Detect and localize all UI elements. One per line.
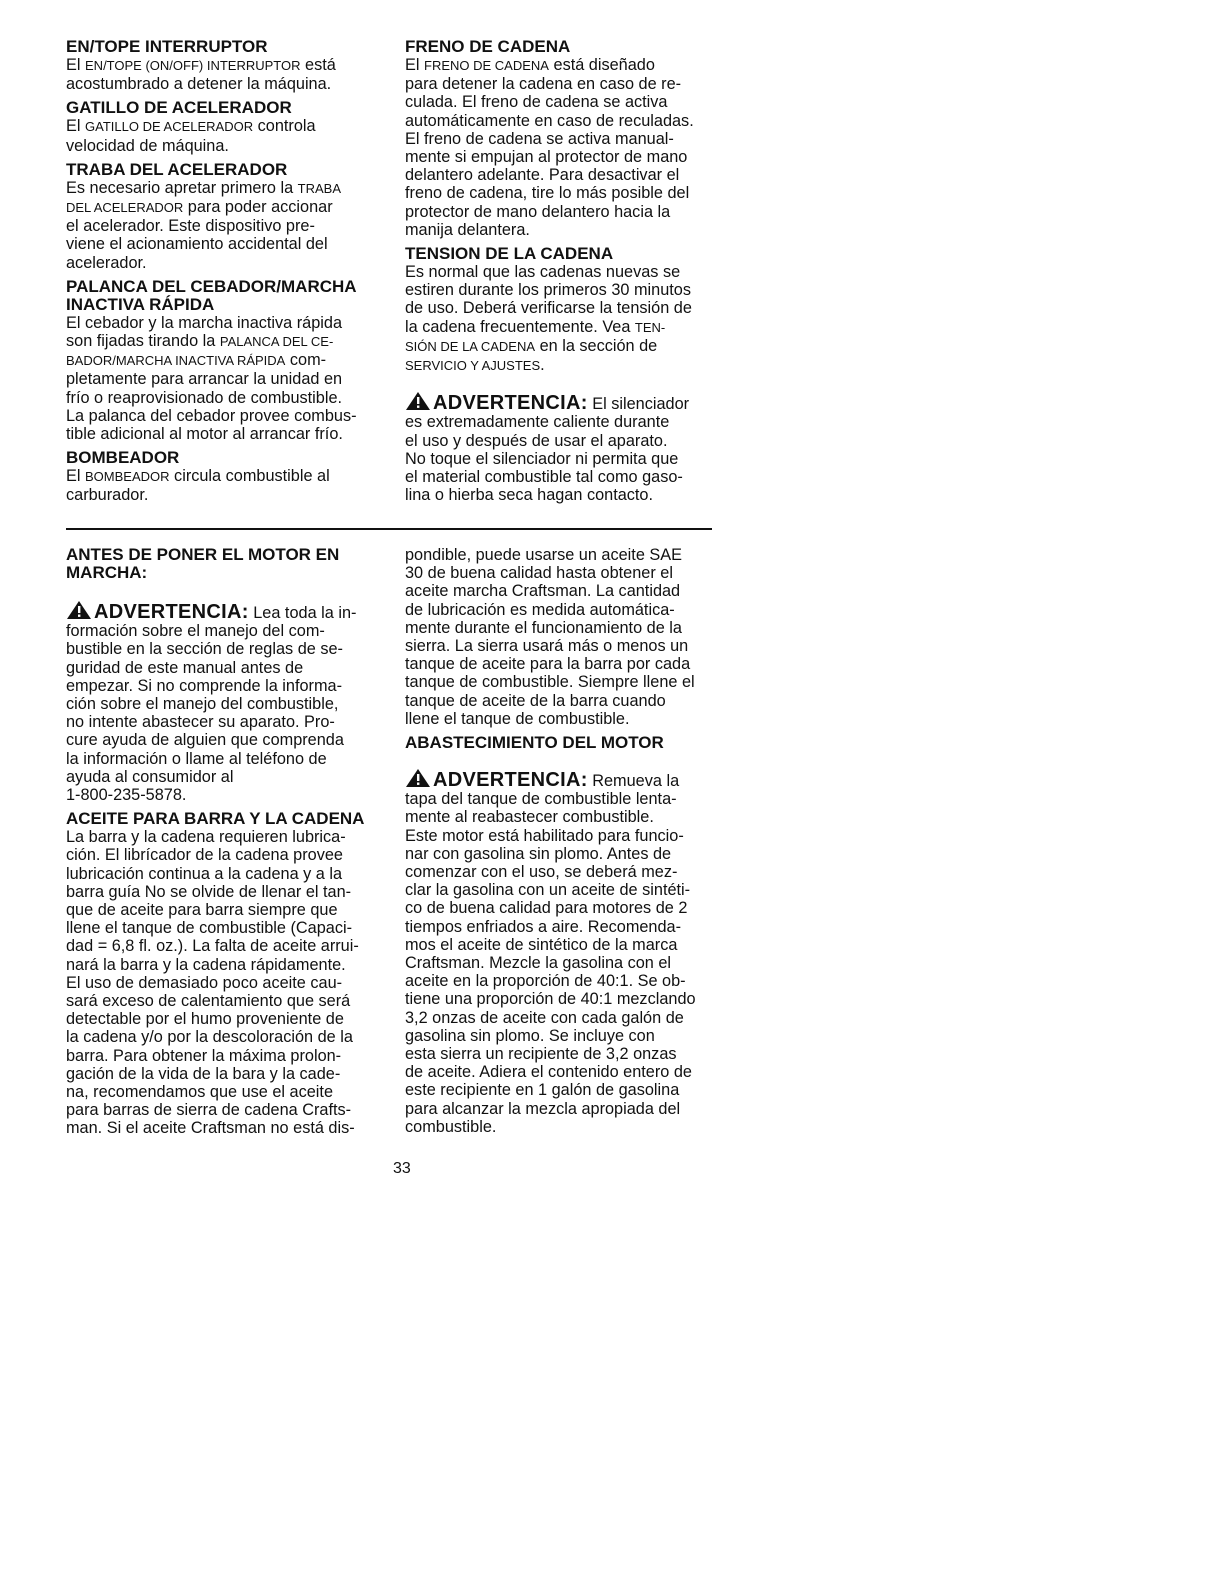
small-caps-term: BOMBEADOR [85, 469, 170, 485]
warning-triangle-icon [405, 391, 431, 411]
text-run: El cebador y la marcha inactiva rápida son fijadas tirando la [66, 313, 343, 351]
warning-label: ADVERTENCIA: [94, 601, 249, 623]
traba-title: TRABA DEL ACELERADOR [66, 159, 288, 179]
small-caps-term: GATILLO DE ACELERADOR [85, 119, 254, 135]
gatillo-text [66, 117, 386, 154]
gatillo-title: GATILLO DE ACELERADOR [66, 98, 292, 118]
aceite-continued-text: pondible, puede usarse un aceite SAE 30 de buena calidad hasta obtener el aceite marcha Craftsman. La cantidad de lubricación es medida automática- mente durante el funcionamiento de la sierra. La sierra usará más o menos un tanque de aceite para la barra por cada tanque de combustible. Siempre llene el tanque de aceite de la barra cuando llene el tanque de combustible. [405, 546, 695, 728]
text-run: El [66, 467, 86, 486]
antes-title: ANTES DE PONER EL MOTOR EN MARCHA: [66, 545, 340, 582]
page-number: 33 [393, 1160, 411, 1177]
text-run: El [66, 117, 86, 136]
tension-title: TENSION DE LA CADENA [405, 244, 614, 264]
text-run: com- pletamente para arrancar la unidad en frío o reaprovisionado de combustible. La palanca del cebador provee combus- tible adicional al motor al arrancar frío. [66, 351, 357, 444]
small-caps-term: FRENO DE CADENA [424, 58, 549, 73]
abastecimiento-title: ABASTECIMIENTO DEL MOTOR [405, 733, 664, 753]
text-run: El [405, 56, 425, 74]
bombeador-text [66, 467, 386, 504]
palanca-text [66, 314, 386, 443]
text-run: en la sección de [539, 336, 658, 355]
warning-triangle-icon [66, 600, 92, 620]
warning-text: El silenciador es extremadamente caliente durante el uso y después de usar el aparato. No toque el silenciador ni permita que el material combustible tal como gaso- lina o hierba seca hagan contacto. [405, 395, 690, 505]
text-run: Es necesario apretar primero la [66, 178, 298, 197]
palanca-title: PALANCA DEL CEBADOR/MARCHA INACTIVA RÁPIDA [66, 276, 357, 314]
freno-text [405, 56, 725, 239]
top-right-column [405, 38, 725, 504]
top-left-column [66, 38, 386, 505]
freno-title: FRENO DE CADENA [405, 37, 571, 56]
small-caps-term: TEN- SIÓN DE LA CADENA [405, 319, 666, 354]
aceite-title: ACEITE PARA BARRA Y LA CADENA [66, 809, 365, 829]
entope-title: EN/TOPE INTERRUPTOR [66, 37, 268, 56]
bottom-right-column [405, 546, 725, 1136]
entope-text [66, 56, 386, 93]
fuel-info-warning [66, 600, 386, 804]
small-caps-term: PALANCA DEL CE- BADOR/MARCHA INACTIVA RÁPIDA [66, 334, 334, 369]
fueling-warning [405, 768, 725, 1136]
aceite-text: La barra y la cadena requieren lubrica- ción. El librícador de la cadena provee lubricación continua a la cadena y a la barra guía No se olvide de llenar el tan- que de aceite para barra siempre que llene el tanque de combustible (Capaci- dad = 6,8 fl. oz.). La falta de aceite arrui- nará la barra y la cadena rápidamente. El uso de demasiado poco aceite cau- sará exceso de calentamiento que será detectable por el humo proveniente de la cadena y/o por la descoloración de la barra. Para obtener la máxima prolon- gación de la vida de la bara y la cade- na, recomendamos que use el aceite para barras de sierra de cadena Crafts- man. Si el aceite Craftsman no está dis- [66, 828, 359, 1138]
text-run: está acostumbrado a detener la máquina. [66, 56, 336, 94]
warning-triangle-icon [405, 768, 431, 788]
text-run: El [66, 56, 86, 74]
small-caps-term: EN/TOPE (ON/OFF) INTERRUPTOR [85, 58, 301, 73]
warning-label: ADVERTENCIA: [433, 392, 588, 415]
text-run: circula combustible al carburador. [66, 467, 330, 505]
text-run: está diseñado para detener la cadena en caso de re- culada. El freno de cadena se activa automáticamente en caso de reculadas. El freno de cadena se activa manual- mente si empujan al protector de mano delantero adelante. Para desactivar el freno de cadena, tire lo más posible del protector de mano delantero hacia la manija delantera. [405, 56, 694, 239]
warning-label: ADVERTENCIA: [433, 769, 588, 792]
warning-text: Remueva la tapa del tanque de combustible lenta- mente al reabastecer combustible. Este motor está habilitado para funcio- nar con gasolina sin plomo. Antes de comenzar con el uso, se deberá mez- clar la gasolina con un aceite de sintéti- co de buena calidad para motores de 2 tiempos enfriados a aire. Recomenda- mos el aceite de sintético de la marca Craftsman. Mezcle la gasolina con el aceite en la proporción de 40:1. Se ob- tiene una proporción de 40:1 mezclando 3,2 onzas de aceite con cada galón de gasolina sin plomo. Se incluye con esta sierra un recipiente de 3,2 onzas de aceite. Adiera el contenido entero de este recipiente en 1 galón de gasolina para alcanzar la mezcla apropiada del combustible. [405, 772, 696, 1136]
tension-text [405, 263, 725, 375]
text-run: . [540, 356, 545, 375]
warning-text: Lea toda la in- formación sobre el manejo del com- bustible en la sección de reglas de se- guridad de este manual antes de empezar. Si no comprende la informa- ción sobre el manejo del combustible, no intente abastecer su aparato. Pro- cure ayuda de alguien que comprenda la información o llame al teléfono de ayuda al consumidor al 1-800-235-5878. [66, 604, 357, 805]
muffler-warning [405, 391, 725, 504]
small-caps-term: SERVICIO Y AJUSTES [405, 358, 541, 374]
bottom-left-column [66, 546, 386, 1138]
text-run: Es normal que las cadenas nuevas se estiren durante los primeros 30 minutos de uso. Deberá verificarse la tensión de la cadena frecuentemente. Vea [405, 263, 692, 336]
section-divider [66, 528, 712, 530]
text-run: para poder accionar el acelerador. Este dispositivo pre- viene el acionamiento accidental del acelerador. [66, 198, 333, 272]
small-caps-term: TRABA DEL ACELERADOR [66, 180, 342, 216]
traba-text [66, 179, 386, 272]
text-run: controla velocidad de máquina. [66, 117, 316, 155]
bombeador-title: BOMBEADOR [66, 448, 180, 468]
